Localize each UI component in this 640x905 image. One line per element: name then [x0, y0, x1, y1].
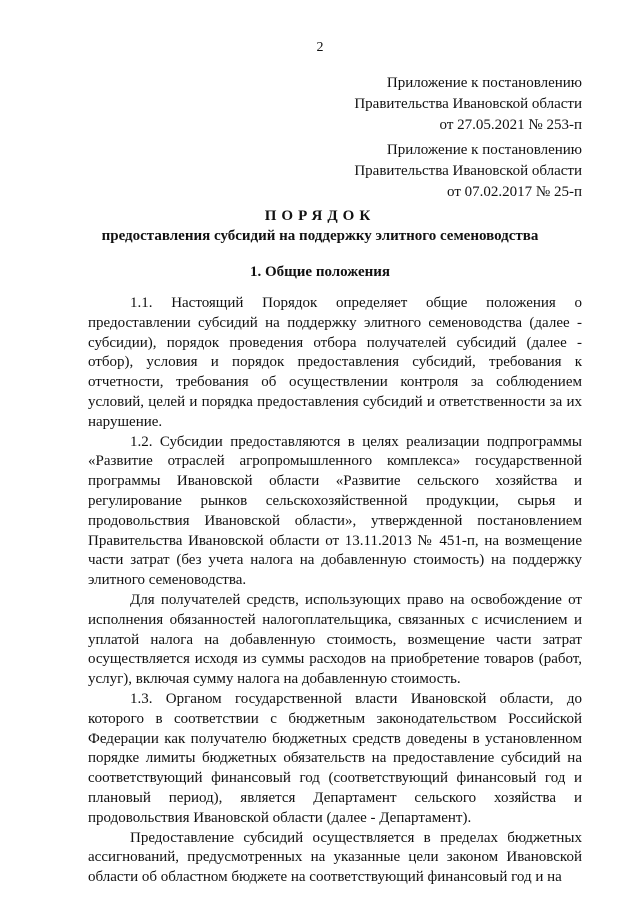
paragraph-vat-note: Для получателей средств, использующих право на освобождение от исполнения обязанностей налогоплательщика, связанных с исчислением и уплатой налога на добавленную стоимость, возмещение части затрат осуществляется исходя из суммы расходов на приобретение товаров (работ, услуг), включая сумму налога на добавленную стоимость.: [88, 591, 582, 688]
appendix-line: от 07.02.2017 № 25-п: [447, 184, 582, 200]
appendix-note-current: [282, 73, 582, 136]
document-subtitle: предоставления субсидий на поддержку элитного семеноводства: [101, 228, 539, 244]
body-text: [88, 294, 582, 888]
appendix-line: от 27.05.2021 № 253-п: [439, 117, 582, 133]
section-heading: 1. Общие положения: [249, 264, 391, 280]
paragraph-budget-limits: Предоставление субсидий осуществляется в пределах бюджетных ассигнований, предусмотренных на указанные цели законом Ивановской области об областном бюджете на соответствующий финансовый год и на: [88, 829, 582, 886]
paragraph-1-1: 1.1. Настоящий Порядок определяет общие положения о предоставлении субсидий на поддержку элитного семеноводства (далее - субсидии), порядок проведения отбора получателей субсидий (далее - отбор), условия и порядок предоставления субсидий, требования к отчетности, требования об осуществлении контроля за соблюдением условий, целей и порядка предоставления субсидий и ответственности за их нарушение.: [88, 295, 582, 430]
appendix-line: Правительства Ивановской области: [354, 163, 582, 179]
paragraph-1-3: 1.3. Органом государственной власти Ивановской области, до которого в соответствии с бюджетным законодательством Российской Федерации как получателю бюджетных средств доведены в установленном порядке лимиты бюджетных обязательств на предоставление субсидий на соответствующий финансовый год (соответствующий финансовый год и плановый период), является Департамент сельского хозяйства и продовольствия Ивановской области (далее - Департамент).: [88, 690, 582, 826]
page-number: 2: [316, 40, 324, 55]
document-title: ПОРЯДОК: [264, 208, 376, 224]
appendix-line: Приложение к постановлению: [386, 142, 582, 158]
appendix-note-original: [282, 140, 582, 203]
appendix-line: Правительства Ивановской области: [354, 96, 582, 112]
appendix-line: Приложение к постановлению: [386, 75, 582, 91]
paragraph-1-2: 1.2. Субсидии предоставляются в целях реализации подпрограммы «Развитие отраслей агропромышленного комплекса» государственной программы Ивановской области «Развитие сельского хозяйства и регулирование рынков сельскохозяйственной продукции, сырья и продовольствия Ивановской области», утвержденной постановлением Правительства Ивановской области от 13.11.2013 № 451-п, на возмещение части затрат (без учета налога на добавленную стоимость) на поддержку элитного семеноводства.: [88, 433, 582, 589]
